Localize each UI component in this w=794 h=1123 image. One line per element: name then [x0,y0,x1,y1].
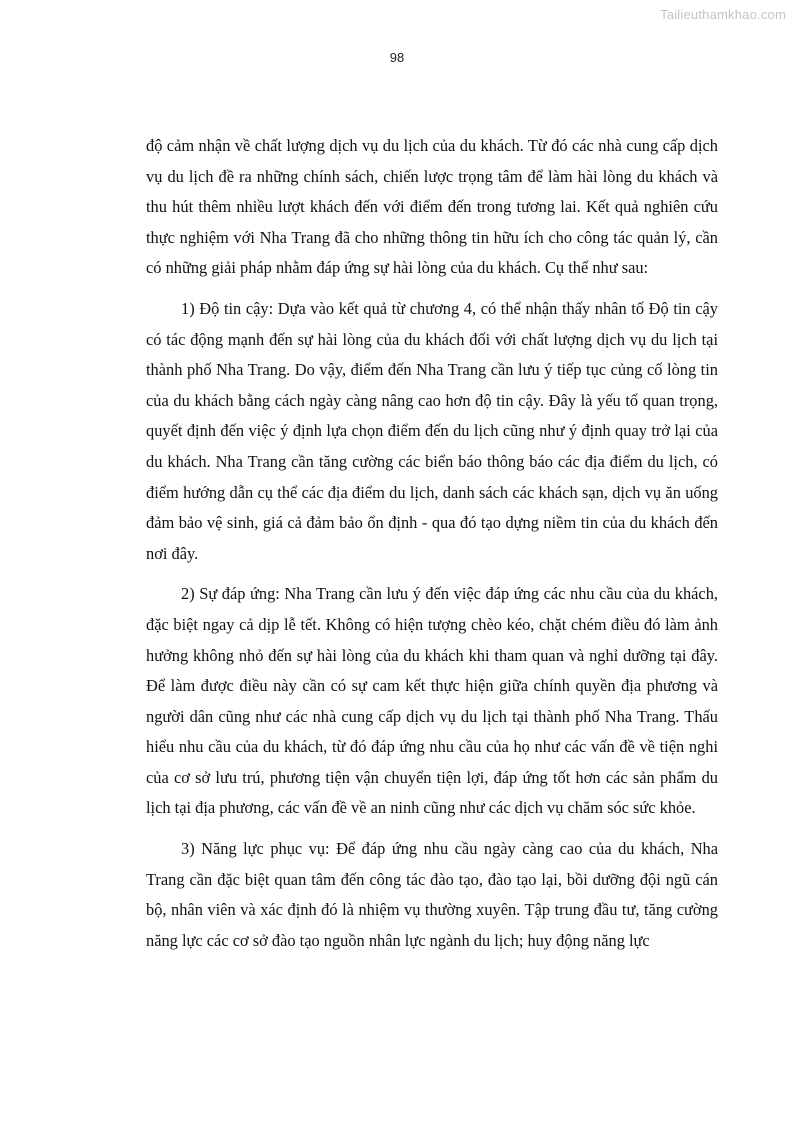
document-body [146,131,718,966]
paragraph-service-capability: 3) Năng lực phục vụ: Để đáp ứng nhu cầu ngày càng cao của du khách, Nha Trang cần đặc biệt quan tâm đến công tác đào tạo, đào tạo lại, bồi dưỡng đội ngũ cán bộ, nhân viên và xác định đó là nhiệm vụ thường xuyên. Tập trung đầu tư, tăng cường năng lực các cơ sở đào tạo nguồn nhân lực ngành du lịch; huy động năng lực [146,839,718,950]
watermark-text: Tailieuthamkhao.com [660,7,786,22]
page-number: 98 [389,50,405,65]
paragraph-reliability: 1) Độ tin cậy: Dựa vào kết quả từ chương 4, có thể nhận thấy nhân tố Độ tin cậy có tác động mạnh đến sự hài lòng của du khách đối với chất lượng dịch vụ du lịch tại thành phố Nha Trang. Do vậy, điểm đến Nha Trang cần lưu ý tiếp tục củng cố lòng tin của du khách bằng cách ngày càng nâng cao hơn độ tin cậy. Đây là yếu tố quan trọng, quyết định đến việc ý định lựa chọn điểm đến du lịch cũng như ý định quay trở lại của du khách. Nha Trang cần tăng cường các biển báo thông báo các địa điểm du lịch, có điểm hướng dẫn cụ thể các địa điểm du lịch, danh sách các khách sạn, dịch vụ ăn uống đảm bảo vệ sinh, giá cả đảm bảo ổn định - qua đó tạo dựng niềm tin của du khách đến nơi đây. [146,298,718,563]
paragraph-responsiveness: 2) Sự đáp ứng: Nha Trang cần lưu ý đến việc đáp ứng các nhu cầu của du khách, đặc biệt ngay cả dịp lễ tết. Không có hiện tượng chèo kéo, chặt chém điều đó làm ảnh hưởng không nhỏ đến sự hài lòng của du khách khi tham quan và nghỉ dưỡng tại đây. Để làm được điều này cần có sự cam kết thực hiện giữa chính quyền địa phương và người dân cũng như các nhà cung cấp dịch vụ du lịch tại thành phố Nha Trang. Thấu hiểu nhu cầu của du khách, từ đó đáp ứng nhu cầu của họ như các vấn đề về tiện nghi của cơ sở lưu trú, phương tiện vận chuyển tiện lợi, đáp ứng tốt hơn các sản phẩm du lịch tại địa phương, các vấn đề về an ninh cũng như các dịch vụ chăm sóc sức khỏe. [146,584,718,818]
paragraph-intro: độ cảm nhận về chất lượng dịch vụ du lịch của du khách. Từ đó các nhà cung cấp dịch vụ du lịch đề ra những chính sách, chiến lược trọng tâm để làm hài lòng du khách và thu hút thêm nhiều lượt khách đến với điểm đến trong tương lai. Kết quả nghiên cứu thực nghiệm với Nha Trang đã cho những thông tin hữu ích cho công tác quản lý, cần có những giải pháp nhằm đáp ứng sự hài lòng của du khách. Cụ thể như sau: [146,136,718,278]
